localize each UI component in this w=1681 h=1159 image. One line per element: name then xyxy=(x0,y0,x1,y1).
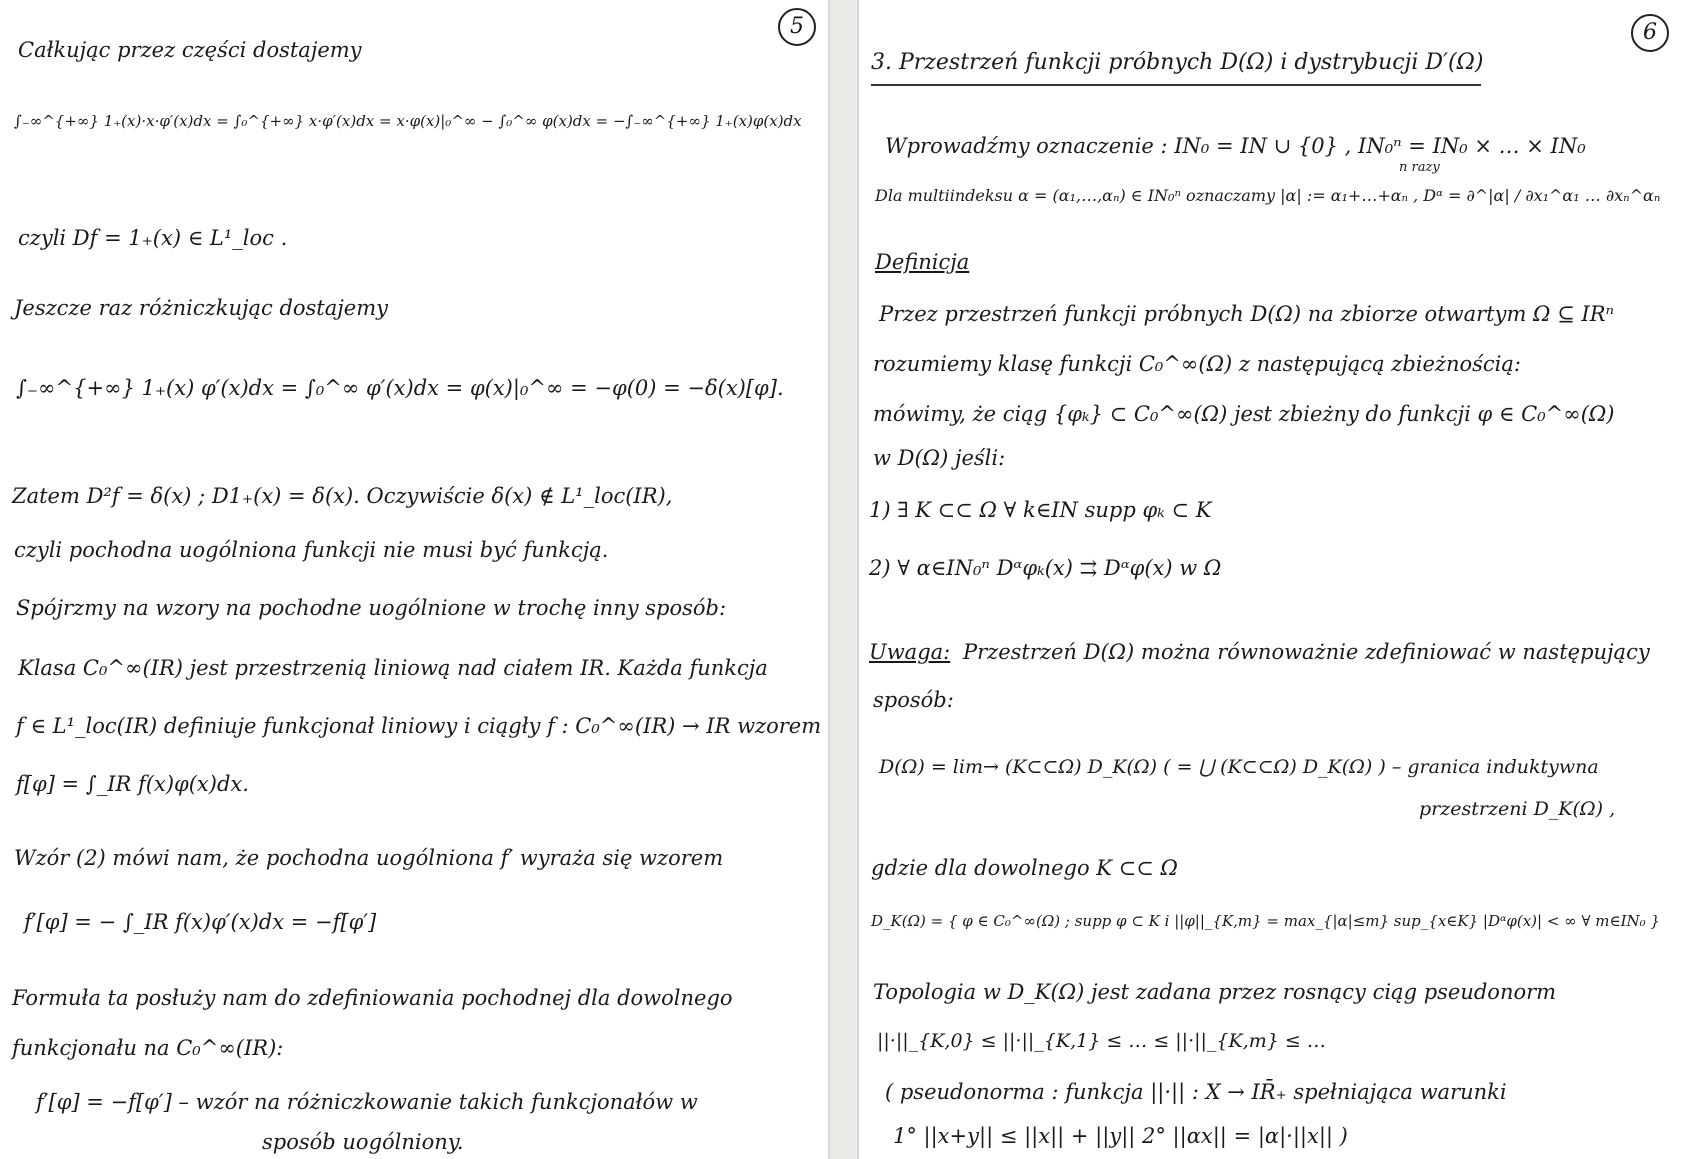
left-line-2-integral: ∫₋∞^{+∞} 1₊(x)·x·φ′(x)dx = ∫₀^{+∞} x·φ′(x)dx = x·φ(x)|₀^∞ − ∫₀^∞ φ(x)dx = −∫₋∞^{+∞} 1₊(x)φ(x)dx xyxy=(14,112,802,130)
right-line-13: sposób: xyxy=(873,688,954,712)
right-line-8: w D(Ω) jeśli: xyxy=(873,446,1006,470)
left-line-14: Formuła ta posłuży nam do zdefiniowania pochodnej dla dowolnego xyxy=(12,986,733,1010)
right-line-nrazy: n razy xyxy=(1399,160,1440,175)
remark-heading: Uwaga: xyxy=(869,640,951,664)
section-heading: 3. Przestrzeń funkcji próbnych D(Ω) i dystrybucji D′(Ω) xyxy=(871,50,1484,75)
left-line-13-formula: f′[φ] = − ∫_IR f(x)φ′(x)dx = −f[φ′] xyxy=(24,910,377,934)
left-line-8: Spójrzmy na wzory na pochodne uogólnione w trochę inny sposób: xyxy=(16,596,727,620)
right-line-5: Przez przestrzeń funkcji próbnych D(Ω) na zbiorze otwartym Ω ⊆ IRⁿ xyxy=(879,302,1615,326)
left-page xyxy=(0,0,830,1159)
left-line-12: Wzór (2) mówi nam, że pochodna uogólniona f′ wyraża się wzorem xyxy=(14,846,724,870)
right-line-18: Topologia w D_K(Ω) jest zadana przez rosnący ciąg pseudonorm xyxy=(873,980,1557,1004)
right-line-15: przestrzeni D_K(Ω) , xyxy=(1419,798,1616,820)
right-line-20: ( pseudonorma : funkcja ||·|| : X → IR̄₊ spełniająca warunki xyxy=(885,1080,1507,1104)
page-gutter xyxy=(830,0,857,1159)
left-line-5-integral: ∫₋∞^{+∞} 1₊(x) φ′(x)dx = ∫₀^∞ φ′(x)dx = φ(x)|₀^∞ = −φ(0) = −δ(x)[φ]. xyxy=(16,376,784,400)
right-line-cond-1: 1) ∃ K ⊂⊂ Ω ∀ k∈IN supp φₖ ⊂ K xyxy=(869,498,1212,522)
right-line-dk-definition: D_K(Ω) = { φ ∈ C₀^∞(Ω) ; supp φ ⊂ K i ||φ||_{K,m} = max_{|α|≤m} sup_{x∈K} |Dᵅφ(x)| < ∞ ∀ m∈IN₀ } xyxy=(871,912,1660,930)
right-line-12: Przestrzeń D(Ω) można równoważnie zdefiniować w następujący xyxy=(963,640,1650,664)
page-number-5: 5 xyxy=(778,8,816,46)
right-line-2: Wprowadźmy oznaczenie : IN₀ = IN ∪ {0} , IN₀ⁿ = IN₀ × … × IN₀ xyxy=(885,134,1586,158)
left-line-1: Całkując przez części dostajemy xyxy=(18,38,362,62)
right-line-6: rozumiemy klasę funkcji C₀^∞(Ω) z następującą zbieżnością: xyxy=(873,352,1521,376)
left-line-10: f ∈ L¹_loc(IR) definiuje funkcjonał liniowy i ciągły f : C₀^∞(IR) → IR wzorem xyxy=(16,714,822,738)
right-line-7: mówimy, że ciąg {φₖ} ⊂ C₀^∞(Ω) jest zbieżny do funkcji φ ∈ C₀^∞(Ω) xyxy=(873,402,1615,426)
left-line-3: czyli Df = 1₊(x) ∈ L¹_loc . xyxy=(18,226,288,250)
left-line-16: f′[φ] = −f[φ′] – wzór na różniczkowanie takich funkcjonałów w xyxy=(36,1090,698,1114)
heading-underline xyxy=(871,84,1481,86)
left-line-9: Klasa C₀^∞(IR) jest przestrzenią liniową nad ciałem IR. Każda funkcja xyxy=(18,656,768,680)
right-line-16: gdzie dla dowolnego K ⊂⊂ Ω xyxy=(871,856,1178,880)
left-line-15: funkcjonału na C₀^∞(IR): xyxy=(12,1036,284,1060)
left-line-11-formula: f[φ] = ∫_IR f(x)φ(x)dx. xyxy=(16,772,249,796)
left-line-4: Jeszcze raz różniczkując dostajemy xyxy=(14,296,388,320)
definition-heading: Definicja xyxy=(875,250,970,274)
right-line-pseudonorms: ||·||_{K,0} ≤ ||·||_{K,1} ≤ … ≤ ||·||_{K,m} ≤ … xyxy=(877,1030,1326,1052)
right-line-cond-2: 2) ∀ α∈IN₀ⁿ Dᵅφₖ(x) ⇉ Dᵅφ(x) w Ω xyxy=(869,556,1222,580)
right-line-inductive-limit: D(Ω) = lim→ (K⊂⊂Ω) D_K(Ω) ( = ⋃ (K⊂⊂Ω) D_K(Ω) ) – granica induktywna xyxy=(879,756,1599,778)
right-line-3: Dla multiindeksu α = (α₁,…,αₙ) ∈ IN₀ⁿ oznaczamy |α| := α₁+…+αₙ , Dᵅ = ∂^|α| / ∂x₁^α₁ … ∂xₙ^αₙ xyxy=(875,186,1661,205)
right-page xyxy=(857,0,1681,1159)
left-line-17: sposób uogólniony. xyxy=(262,1130,464,1154)
right-line-21: 1° ||x+y|| ≤ ||x|| + ||y|| 2° ||αx|| = |α|·||x|| ) xyxy=(893,1124,1348,1148)
left-line-6: Zatem D²f = δ(x) ; D1₊(x) = δ(x). Oczywiście δ(x) ∉ L¹_loc(IR), xyxy=(12,484,673,508)
left-line-7: czyli pochodna uogólniona funkcji nie musi być funkcją. xyxy=(14,538,609,562)
page-number-6: 6 xyxy=(1631,14,1669,52)
